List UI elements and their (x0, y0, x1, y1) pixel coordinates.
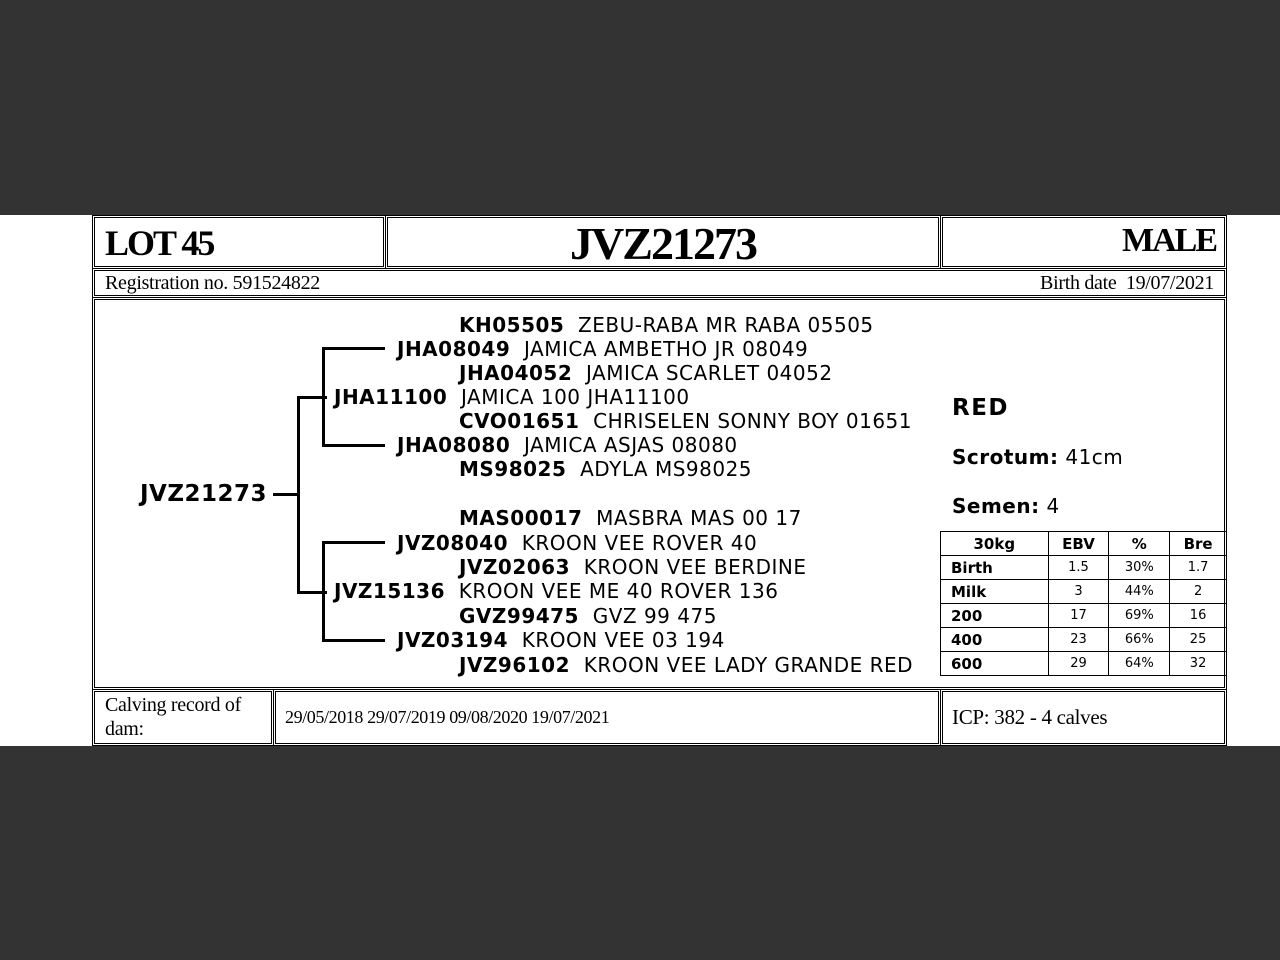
birth-date (1040, 272, 1214, 295)
animal-id-title: JVZ21273 (570, 218, 756, 269)
scrotum-value: 41cm (1065, 445, 1124, 469)
ebv-cell: 29 (1048, 652, 1109, 676)
sire-sire-dam: JHA04052 JAMICA SCARLET 04052 (459, 361, 833, 385)
dam-sire-tick (322, 541, 385, 544)
dam-dam-sire: GVZ99475 GVZ 99 475 (459, 604, 717, 628)
table-row (941, 628, 1227, 652)
ebv-cell: 23 (1048, 628, 1109, 652)
percent-cell: 69% (1109, 604, 1170, 628)
lot-number: LOT 45 (105, 223, 214, 263)
registration-number: Registration no. 591524822 (105, 272, 320, 294)
dam-dam-tick (322, 639, 385, 642)
calving-label-box (92, 689, 274, 746)
sire-dam-tick (322, 444, 385, 447)
sire-sire-sire: KH05505 ZEBU-RABA MR RABA 05505 (459, 313, 874, 337)
row-label: 600 (941, 652, 1049, 676)
scrotum-label: Scrotum: (952, 445, 1059, 469)
dam-grand-vertical (322, 542, 325, 642)
table-row (941, 604, 1227, 628)
percent-cell: 30% (1109, 556, 1170, 580)
calving-dates-box (273, 689, 941, 746)
percent-cell: 66% (1109, 628, 1170, 652)
ebv-header-weight: 30kg (941, 532, 1049, 556)
dam-sire-dam: JVZ02063 KROON VEE BERDINE (459, 555, 807, 579)
subject-code: JVZ21273 (140, 481, 268, 507)
sex-box (940, 215, 1227, 269)
sire-sire: JHA08049 JAMICA AMBETHO JR 08049 (397, 337, 809, 361)
ebv-cell: 17 (1048, 604, 1109, 628)
sire: JHA11100 JAMICA 100 JHA11100 (334, 385, 690, 409)
ebv-cell: 1.5 (1048, 556, 1109, 580)
breed-cell: 16 (1170, 604, 1227, 628)
dam-dam-dam: JVZ96102 KROON VEE LADY GRANDE RED (459, 653, 914, 677)
breed-cell: 32 (1170, 652, 1227, 676)
calving-label: Calving record of dam: (105, 694, 241, 740)
breed-cell: 25 (1170, 628, 1227, 652)
table-row (941, 556, 1227, 580)
registration-row (92, 268, 1227, 298)
breed-cell: 1.7 (1170, 556, 1227, 580)
table-row (941, 652, 1227, 676)
ebv-header-ebv: EBV (1048, 532, 1109, 556)
percent-cell: 64% (1109, 652, 1170, 676)
ebv-header-row (941, 532, 1227, 556)
birth-date-value: 19/07/2021 (1125, 272, 1214, 294)
calving-dates: 29/05/2018 29/07/2019 09/08/2020 19/07/2021 (285, 707, 610, 727)
sex-value: MALE (1122, 222, 1216, 259)
parents-vertical (297, 397, 300, 593)
semen-trait (952, 494, 1060, 518)
sire-grand-vertical (322, 348, 325, 446)
color-trait: RED (952, 395, 1010, 421)
animal-id-box (385, 215, 941, 269)
sire-dam-dam: MS98025 ADYLA MS98025 (459, 457, 753, 481)
dam: JVZ15136 KROON VEE ME 40 ROVER 136 (334, 579, 779, 603)
scrotum-trait (952, 445, 1123, 469)
ebv-header-percent: % (1109, 532, 1170, 556)
icp-value: ICP: 382 - 4 calves (952, 705, 1108, 729)
percent-cell: 44% (1109, 580, 1170, 604)
subject-animal (140, 481, 267, 507)
sire-dam-sire: CVO01651 CHRISELEN SONNY BOY 01651 (459, 409, 912, 433)
semen-label: Semen: (952, 494, 1040, 518)
row-label: 400 (941, 628, 1049, 652)
semen-value: 4 (1046, 494, 1060, 518)
ebv-cell: 3 (1048, 580, 1109, 604)
birth-date-label: Birth date (1040, 272, 1117, 294)
dam-dam: JVZ03194 KROON VEE 03 194 (397, 628, 725, 652)
ebv-table (940, 531, 1227, 676)
ebv-header-breed: Bre (1170, 532, 1227, 556)
sire-dam: JHA08080 JAMICA ASJAS 08080 (397, 433, 738, 457)
lot-box (92, 215, 386, 269)
icp-box (940, 689, 1227, 746)
row-label: Milk (941, 580, 1049, 604)
row-label: Birth (941, 556, 1049, 580)
dam-sire-sire: MAS00017 MASBRA MAS 00 17 (459, 506, 802, 530)
row-label: 200 (941, 604, 1049, 628)
lot-card (0, 215, 1280, 746)
subject-connector (273, 493, 298, 496)
sire-sire-tick (322, 347, 385, 350)
table-row (941, 580, 1227, 604)
breed-cell: 2 (1170, 580, 1227, 604)
dam-sire: JVZ08040 KROON VEE ROVER 40 (397, 531, 758, 555)
